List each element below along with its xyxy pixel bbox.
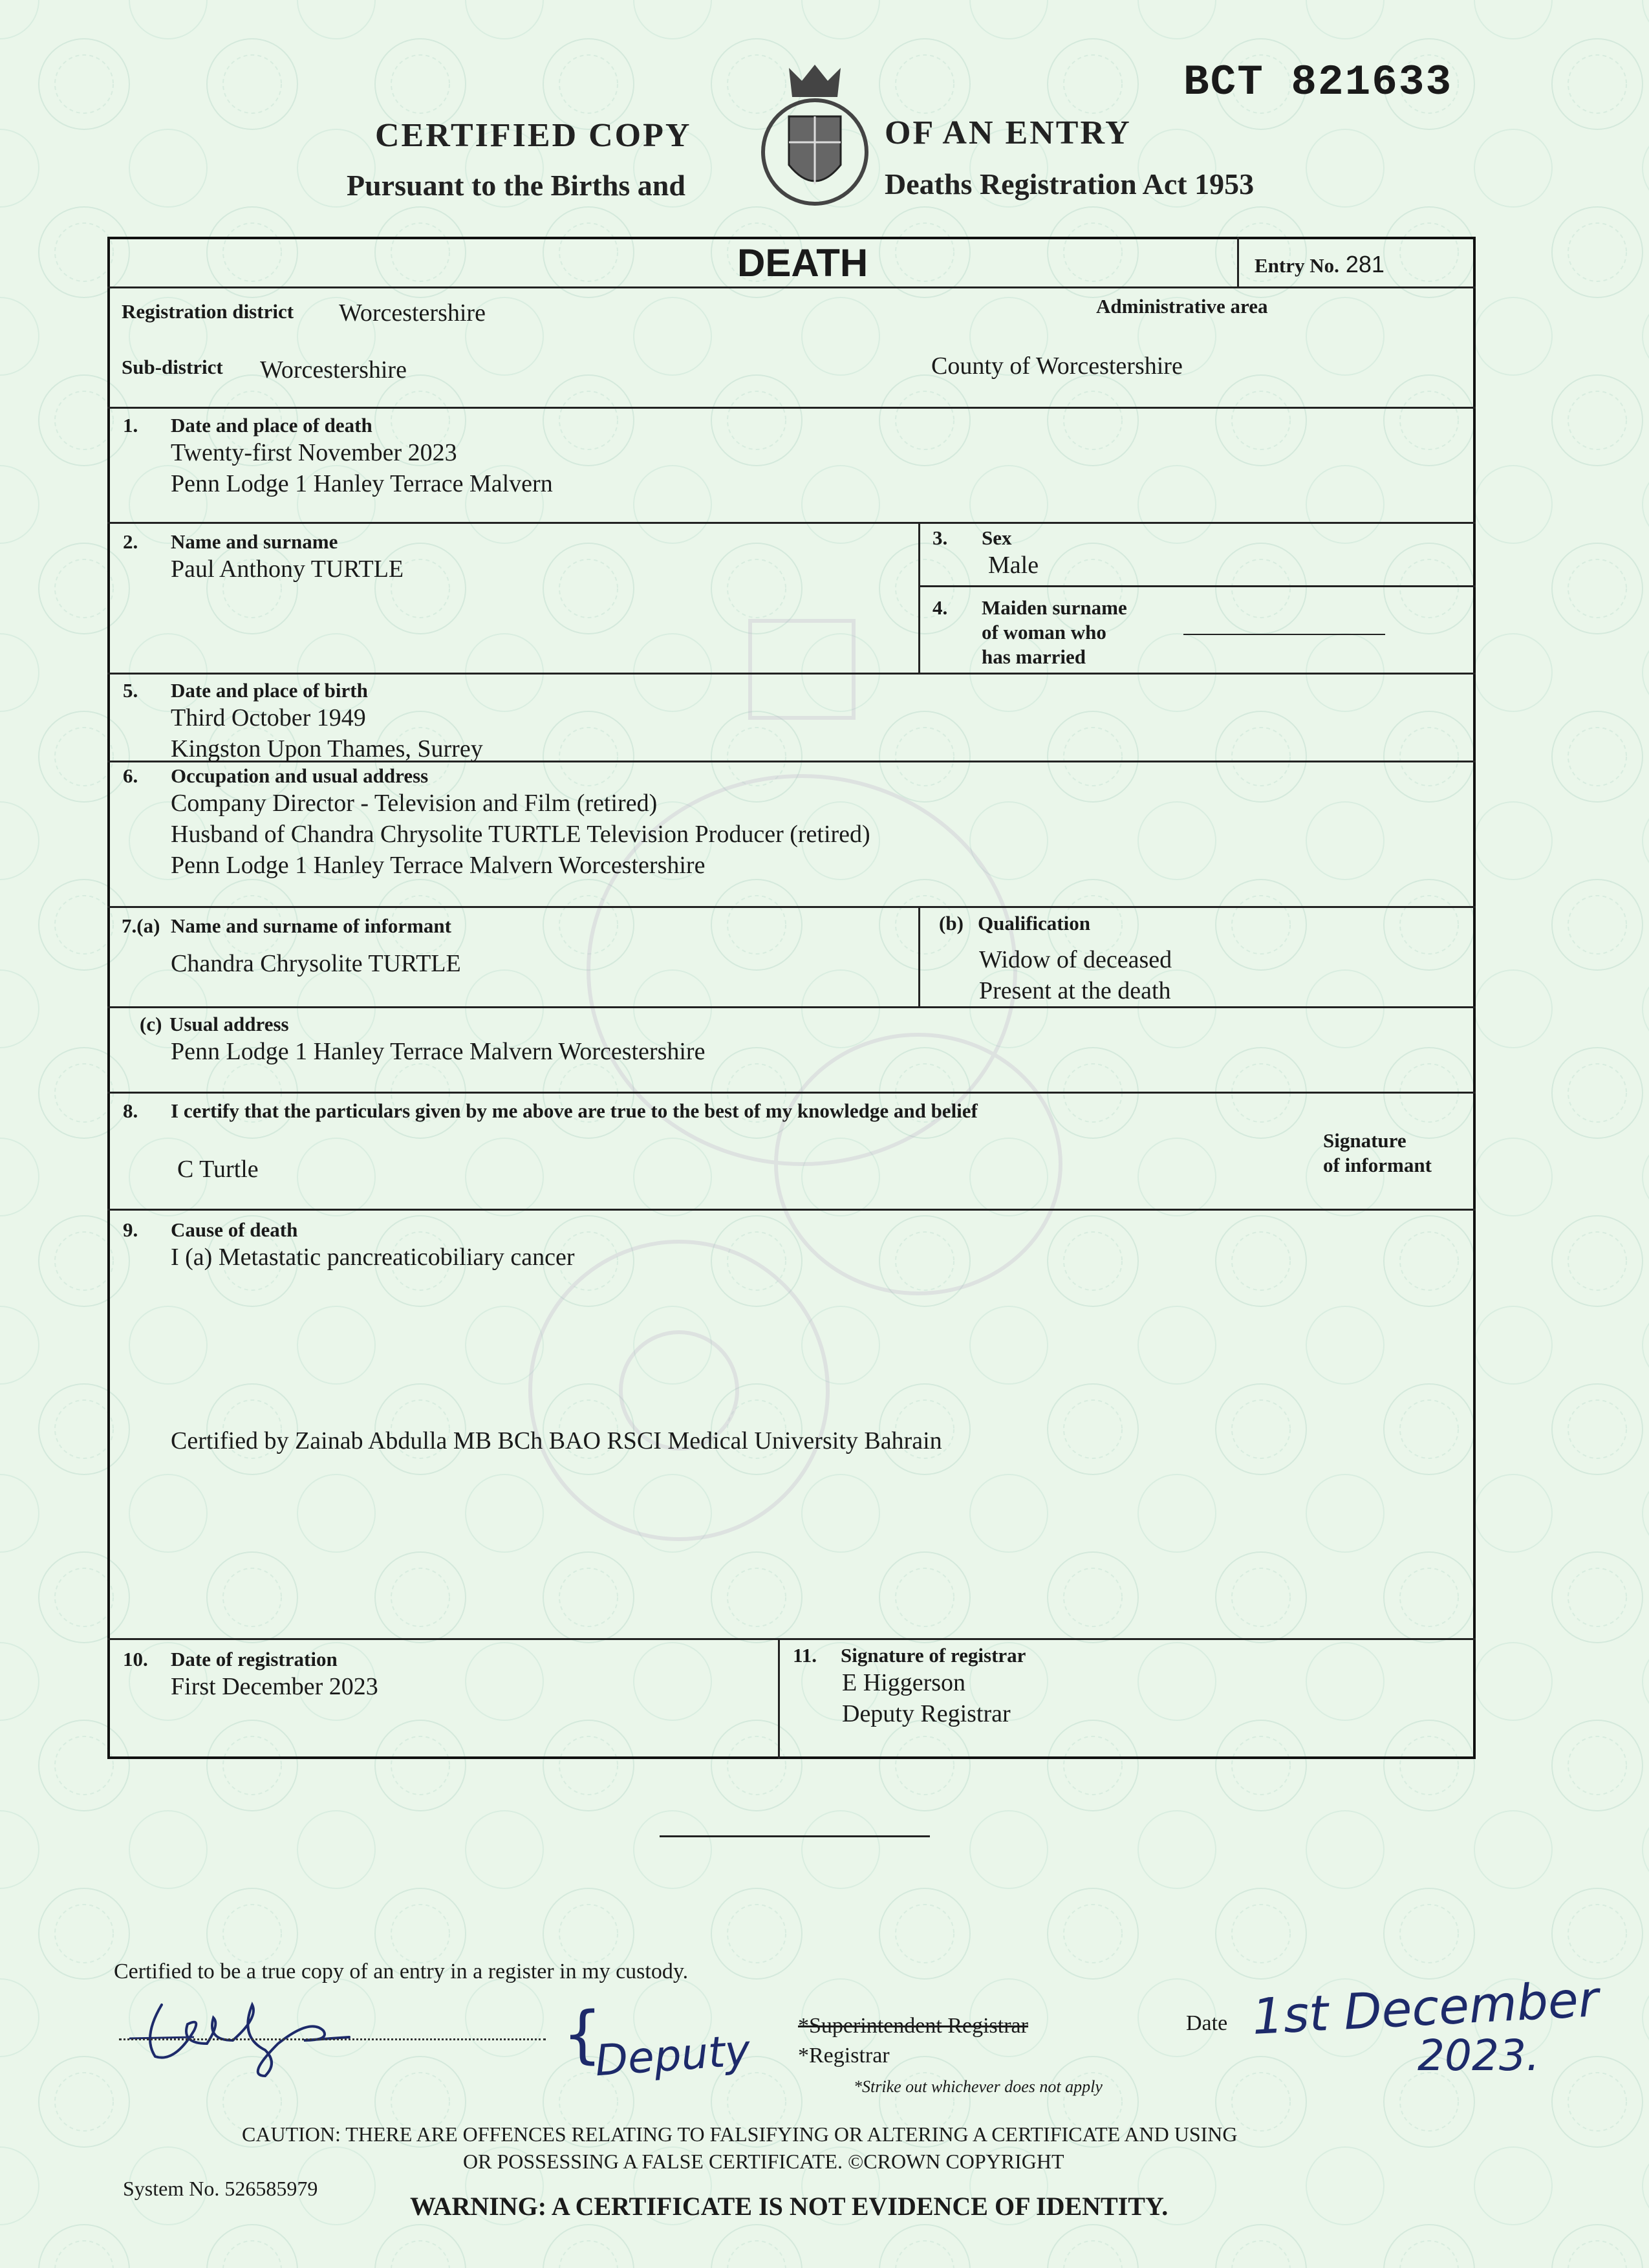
occupation-line-1: Company Director - Television and Film (retired): [171, 790, 658, 817]
field-6-label: Occupation and usual address: [171, 764, 429, 787]
field-3-number: 3.: [932, 526, 948, 549]
field-11-label: Signature of registrar: [841, 1644, 1026, 1667]
form-heading: DEATH: [737, 241, 868, 285]
place-of-birth: Kingston Upon Thames, Surrey: [171, 735, 483, 762]
administrative-area-value: County of Worcestershire: [931, 352, 1183, 380]
field-10-label: Date of registration: [171, 1648, 338, 1670]
field-9-number: 9.: [123, 1218, 138, 1241]
warning-text: WARNING: A CERTIFICATE IS NOT EVIDENCE OF IDENTITY.: [410, 2192, 1169, 2221]
field-11-number: 11.: [793, 1644, 817, 1667]
strike-note: *Strike out whichever does not apply: [854, 2077, 1103, 2096]
system-number: System No. 526585979: [123, 2177, 318, 2200]
superintendent-registrar-option: *Superintendent Registrar: [798, 2014, 1028, 2038]
informant-signature-label-2: of informant: [1323, 1154, 1432, 1176]
registrar-title: Deputy Registrar: [842, 1700, 1011, 1727]
certifying-signature-image: [116, 1979, 420, 2082]
field-7b-label: Qualification: [978, 912, 1090, 934]
handwritten-date-line-2: 2023.: [1417, 2031, 1540, 2080]
field-9-label: Cause of death: [171, 1218, 298, 1241]
handwritten-role: Deputy: [593, 2025, 752, 2086]
field-7c-label: Usual address: [169, 1013, 289, 1035]
registration-district-label: Registration district: [122, 300, 294, 323]
entry-number-value: 281: [1345, 251, 1385, 277]
subtitle-left: Pursuant to the Births and: [347, 169, 685, 202]
cause-of-death: I (a) Metastatic pancreaticobiliary cancer: [171, 1244, 575, 1271]
place-of-death: Penn Lodge 1 Hanley Terrace Malvern: [171, 470, 553, 497]
signature-dotted-line: [119, 2038, 546, 2040]
royal-crest-icon: [750, 61, 879, 210]
field-8-number: 8.: [123, 1099, 138, 1122]
entry-number-label: Entry No.: [1255, 254, 1339, 277]
date-label: Date: [1186, 2011, 1228, 2035]
field-4-label-line2: of woman who: [982, 621, 1106, 643]
field-7a-number: 7.(a): [122, 914, 160, 937]
registrar-name: E Higgerson: [842, 1669, 966, 1696]
field-4-label-line3: has married: [982, 645, 1086, 668]
date-of-birth: Third October 1949: [171, 704, 366, 731]
sex-value: Male: [988, 552, 1039, 579]
date-of-registration: First December 2023: [171, 1673, 378, 1700]
usual-address: Penn Lodge 1 Hanley Terrace Malvern Worcestershire: [171, 852, 706, 879]
registrar-option: *Registrar: [798, 2044, 890, 2068]
field-1-label: Date and place of death: [171, 414, 372, 437]
informant-signature-label-1: Signature: [1323, 1129, 1406, 1152]
caution-line-2: OR POSSESSING A FALSE CERTIFICATE. ©CROWN COPYRIGHT: [463, 2150, 1064, 2173]
field-4-number: 4.: [932, 596, 948, 619]
occupation-line-2: Husband of Chandra Chrysolite TURTLE Television Producer (retired): [171, 821, 870, 848]
maiden-surname-blank-line: [1183, 634, 1385, 635]
sub-district-value: Worcestershire: [260, 356, 407, 383]
deceased-name: Paul Anthony TURTLE: [171, 556, 404, 583]
separator-line: [660, 1835, 930, 1837]
field-5-number: 5.: [123, 679, 138, 702]
cause-certified-by: Certified by Zainab Abdulla MB BCh BAO RSCI Medical University Bahrain: [171, 1427, 942, 1454]
title-left: CERTIFIED COPY: [375, 117, 692, 154]
field-6-number: 6.: [123, 764, 138, 787]
handwritten-brace: {: [563, 1998, 603, 2071]
informant-address: Penn Lodge 1 Hanley Terrace Malvern Worcestershire: [171, 1038, 706, 1065]
field-10-number: 10.: [123, 1648, 148, 1670]
informant-signature: C Turtle: [177, 1156, 259, 1183]
subtitle-right: Deaths Registration Act 1953: [885, 167, 1255, 200]
registration-district-value: Worcestershire: [339, 299, 486, 327]
qualification-line-2: Present at the death: [979, 977, 1171, 1004]
field-2-number: 2.: [123, 530, 138, 553]
field-7a-label: Name and surname of informant: [171, 914, 451, 937]
certified-true-copy-text: Certified to be a true copy of an entry in a register in my custody.: [114, 1960, 689, 1983]
title-right: OF AN ENTRY: [885, 114, 1132, 151]
certificate-serial-number: BCT 821633: [1183, 58, 1453, 107]
handwritten-date-line-1: 1st December: [1251, 1970, 1600, 2046]
field-3-label: Sex: [982, 526, 1012, 549]
qualification-line-1: Widow of deceased: [979, 946, 1172, 973]
field-7b-number: (b): [939, 912, 964, 934]
field-8-label: I certify that the particulars given by me above are true to the best of my knowledge and belief: [171, 1099, 978, 1122]
field-4-label-line1: Maiden surname: [982, 596, 1127, 619]
entry-number: [1255, 251, 1385, 278]
date-of-death: Twenty-first November 2023: [171, 439, 457, 466]
caution-line-1: CAUTION: THERE ARE OFFENCES RELATING TO FALSIFYING OR ALTERING A CERTIFICATE AND USING: [242, 2122, 1238, 2146]
field-5-label: Date and place of birth: [171, 679, 368, 702]
sub-district-label: Sub-district: [122, 356, 223, 378]
field-2-label: Name and surname: [171, 530, 338, 553]
informant-name: Chandra Chrysolite TURTLE: [171, 950, 461, 977]
field-7c-number: (c): [140, 1013, 162, 1035]
administrative-area-label: Administrative area: [1096, 295, 1268, 318]
field-1-number: 1.: [123, 414, 138, 437]
